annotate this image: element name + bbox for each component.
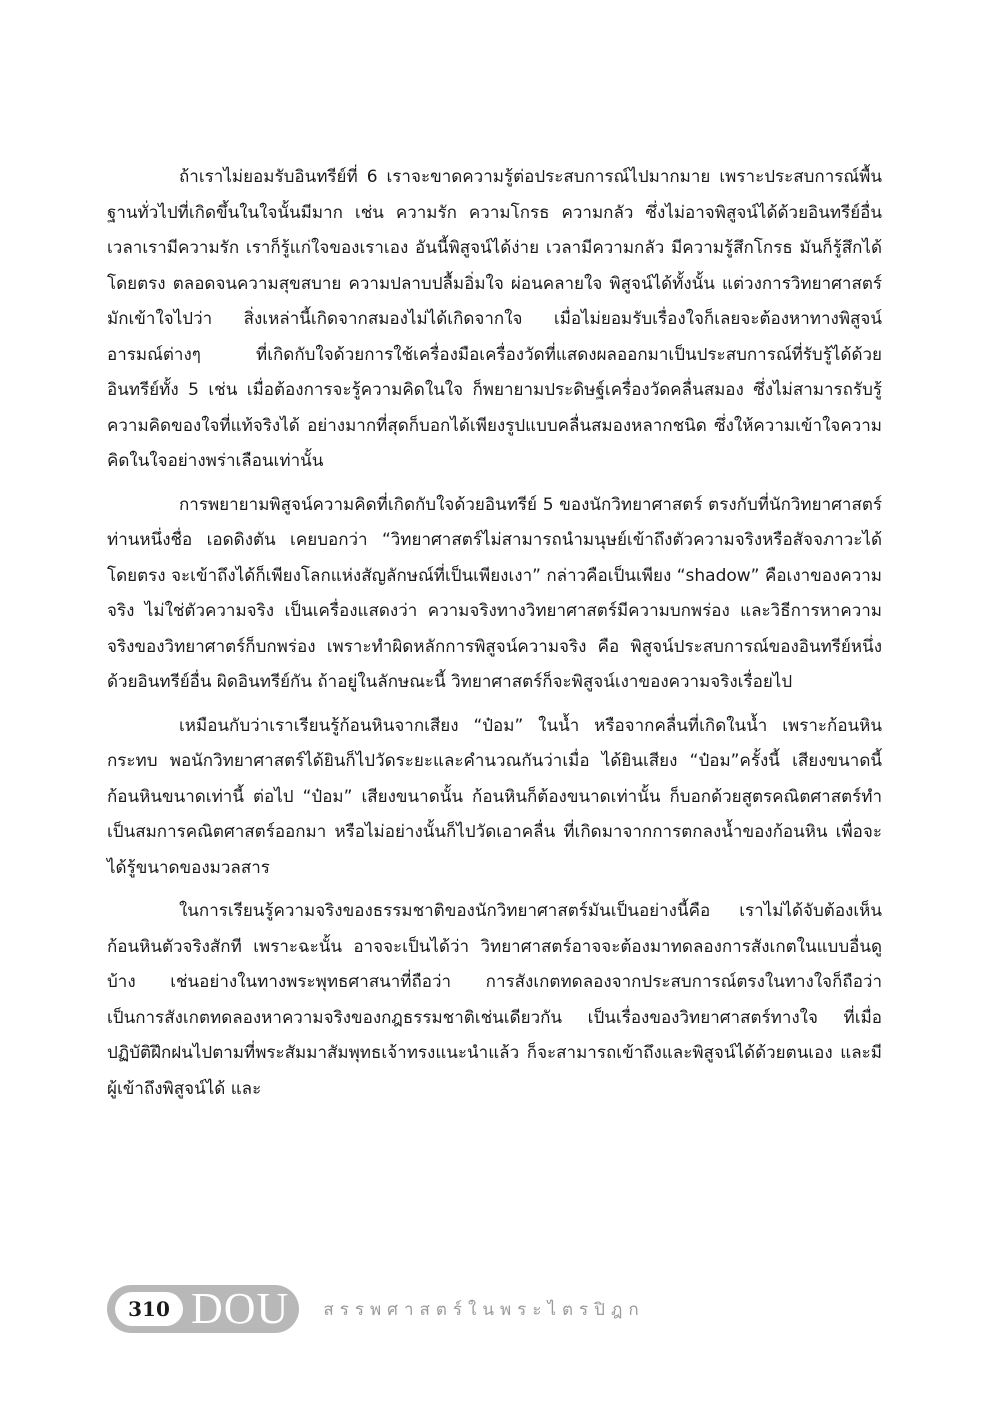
page-number: 310 [115,1292,183,1326]
paragraph-2: การพยายามพิสูจน์ความคิดที่เกิดกับใจด้วยอินทรีย์ 5 ของนักวิทยาศาสตร์ ตรงกับที่นักวิทยาศาสตร์ท่านหนึ่งชื่อ เอดดิงตัน เคยบอกว่า “วิทยาศาสตร์ไม่สามารถนำมนุษย์เข้าถึงตัวความจริงหรือสัจจภาวะได้โดยตรง จะเข้าถึงได้ก็เพียงโลกแห่งสัญลักษณ์ที่เป็นเพียงเงา” กล่าวคือเป็นเพียง “shadow” คือเงาของความจริง ไม่ใช่ตัวความจริง เป็นเครื่องแสดงว่า ความจริงทางวิทยาศาสตร์มีความบกพร่อง และวิธีการหาความจริงของวิทยาศาตร์ก็บกพร่อง เพราะทำผิดหลักการพิสูจน์ความจริง คือ พิสูจน์ประสบการณ์ของอินทรีย์หนึ่งด้วยอินทรีย์อื่น ผิดอินทรีย์กัน ถ้าอยู่ในลักษณะนี้ วิทยาศาสตร์ก็จะพิสูจน์เงาของความจริงเรื่อยไป [107,494,882,692]
paragraph-1: ถ้าเราไม่ยอมรับอินทรีย์ที่ 6 เราจะขาดความรู้ต่อประสบการณ์ไปมากมาย เพราะประสบการณ์พื้นฐานทั่วไปที่เกิดขึ้นในใจนั้นมีมาก เช่น ความรัก ความโกรธ ความกลัว ซึ่งไม่อาจพิสูจน์ได้ด้วยอินทรีย์อื่น เวลาเรามีความรัก เราก็รู้แก่ใจของเราเอง อันนี้พิสูจน์ได้ง่าย เวลามีความกลัว มีความรู้สึกโกรธ มันก็รู้สึกได้โดยตรง ตลอดจนความสุขสบาย ความปลาบปลื้มอิ่มใจ ผ่อนคลายใจ พิสูจน์ได้ทั้งนั้น แต่วงการวิทยาศาสตร์มักเข้าใจไปว่า สิ่งเหล่านี้เกิดจากสมองไม่ได้เกิดจากใจ เมื่อไม่ยอมรับเรื่องใจก็เลยจะต้องหาทางพิสูจน์อารมณ์ต่างๆ ที่เกิดกับใจด้วยการใช้เครื่องมือเครื่องวัดที่แสดงผลออกมาเป็นประสบการณ์ที่รับรู้ได้ด้วยอินทรีย์ทั้ง 5 เช่น เมื่อต้องการจะรู้ความคิดในใจ ก็พยายามประดิษฐ์เครื่องวัดคลื่นสมอง ซึ่งไม่สามารถรับรู้ความคิดของใจที่แท้จริงได้ อย่างมากที่สุดก็บอกได้เพียงรูปแบบคลื่นสมองหลากชนิด ซึ่งให้ความเข้าใจความคิดในใจอย่างพร่าเลือนเท่านั้น [107,167,882,471]
page-footer [107,1284,645,1334]
paragraph-3: เหมือนกับว่าเราเรียนรู้ก้อนหินจากเสียง “ป๋อม” ในน้ำ หรือจากคลื่นที่เกิดในน้ำ เพราะก้อนหินกระทบ พอนักวิทยาศาสตร์ได้ยินก็ไปวัดระยะและคำนวณกันว่าเมื่อ ได้ยินเสียง “ป๋อม”ครั้งนี้ เสียงขนาดนี้ ก้อนหินขนาดเท่านี้ ต่อไป “ป๋อม” เสียงขนาดนั้น ก้อนหินก็ต้องขนาดเท่านั้น ก็บอกด้วยสูตรคณิตศาสตร์ทำเป็นสมการคณิตศาสตร์ออกมา หรือไม่อย่างนั้นก็ไปวัดเอาคลื่น ที่เกิดมาจากการตกลงน้ำของก้อนหิน เพื่อจะได้รู้ขนาดของมวลสาร [107,715,882,878]
page-body [107,160,882,1115]
footer-badge [107,1285,299,1333]
dou-logo: DOU [191,1284,290,1333]
paragraph-4: ในการเรียนรู้ความจริงของธรรมชาติของนักวิทยาศาสตร์มันเป็นอย่างนี้คือ เราไม่ได้จับต้องเห็นก้อนหินตัวจริงสักที เพราะฉะนั้น อาจจะเป็นได้ว่า วิทยาศาสตร์อาจจะต้องมาทดลองการสังเกตในแบบอื่นดูบ้าง เช่นอย่างในทางพระพุทธศาสนาที่ถือว่า การสังเกตทดลองจากประสบการณ์ตรงในทางใจก็ถือว่า เป็นการสังเกตทดลองหาความจริงของกฎธรรมชาติเช่นเดียวกัน เป็นเรื่องของวิทยาศาสตร์ทางใจ ที่เมื่อปฏิบัติฝึกฝนไปตามที่พระสัมมาสัมพุทธเจ้าทรงแนะนำแล้ว ก็จะสามารถเข้าถึงและพิสูจน์ได้ด้วยตนเอง และมีผู้เข้าถึงพิสูจน์ได้ และ [107,901,882,1099]
book-title: สรรพศาสตร์ในพระไตรปิฎก [323,1299,645,1320]
